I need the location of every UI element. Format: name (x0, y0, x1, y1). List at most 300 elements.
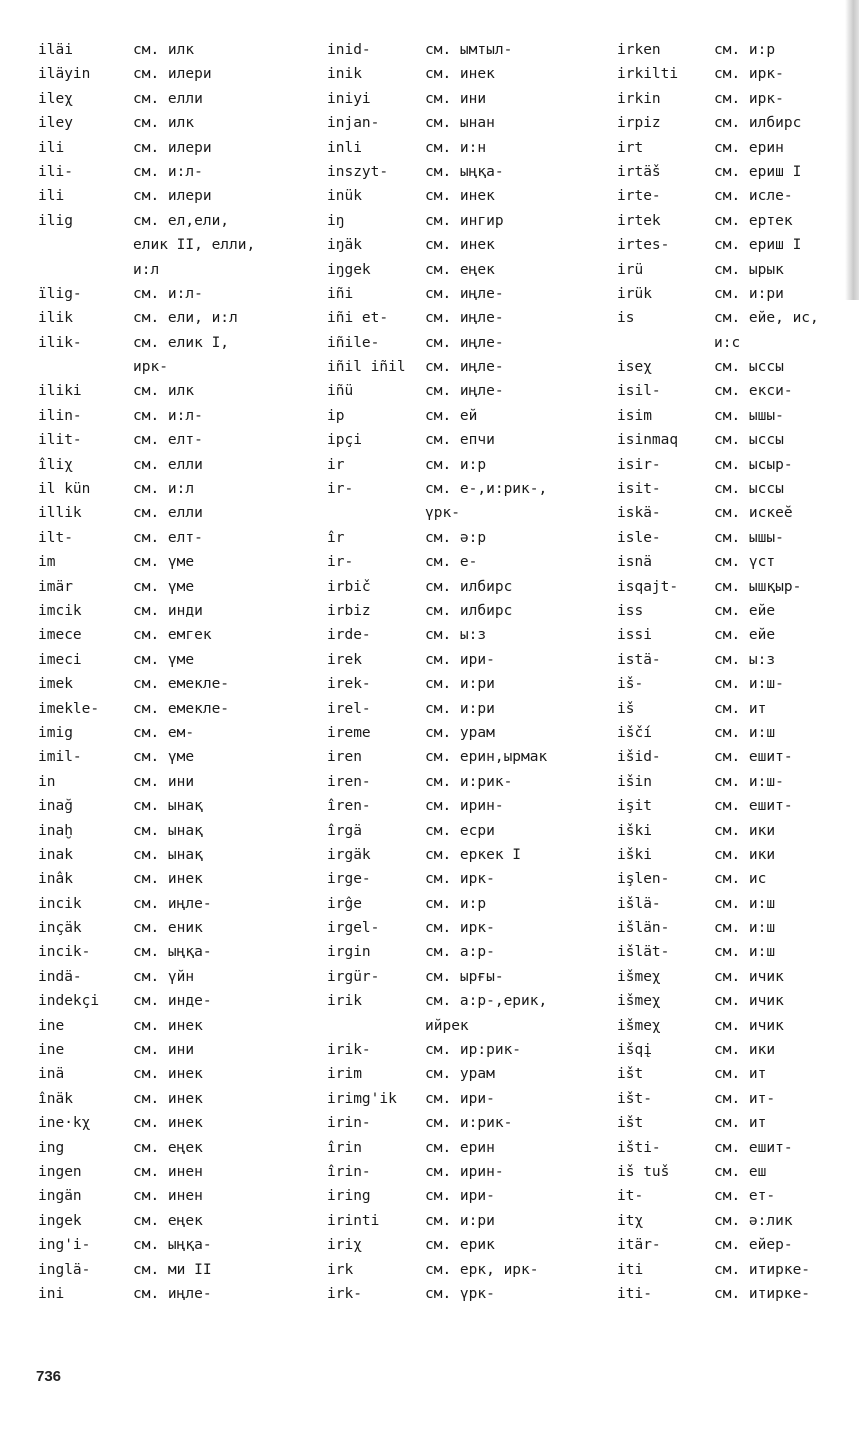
gloss: см. иңле- (133, 1285, 212, 1302)
headword: il kün (38, 481, 91, 498)
gloss: см. ирк- (714, 66, 784, 83)
gloss: см. инек (133, 1066, 203, 1083)
gloss: см. ешит- (714, 798, 793, 815)
gloss: см. емгек (133, 627, 212, 644)
gloss: см. иңле- (425, 383, 504, 400)
headword: irpiz (617, 115, 661, 132)
gloss: см. ынақ (133, 846, 203, 863)
gloss: см. и:р (714, 42, 776, 58)
gloss: см. ейе (714, 627, 776, 644)
gloss: см. ирк- (714, 90, 784, 107)
headword: ine (38, 1042, 65, 1059)
headword: imekle- (38, 700, 100, 717)
gloss: см. ерин (425, 1139, 495, 1156)
gloss: см. үст (714, 554, 776, 571)
headword: istä- (617, 651, 661, 668)
headword: išlät- (617, 944, 670, 961)
gloss: см. ынақ (133, 798, 203, 815)
headword: irtäš (617, 163, 661, 180)
headword: ili- (38, 163, 73, 180)
gloss: см. ырғы- (425, 968, 504, 985)
headword: in (38, 773, 56, 790)
gloss: елик II, елли, (133, 237, 256, 254)
headword: ili (38, 139, 65, 156)
headword: irin- (327, 1115, 371, 1132)
headword: inük (327, 188, 362, 205)
gloss: см. үрк- (425, 1285, 495, 1302)
headword: irük (617, 285, 652, 302)
gloss: см. илбирс (425, 602, 513, 619)
headword: îr (327, 529, 345, 546)
gloss: см. илери (133, 139, 212, 156)
headword: iriχ (327, 1237, 362, 1254)
headword: išqį (617, 1042, 652, 1059)
headword: ileχ (38, 90, 73, 107)
headword: irik (327, 993, 362, 1010)
headword: ir- (327, 481, 354, 498)
headword: iti- (617, 1285, 652, 1302)
gloss: см. и:ри (425, 700, 495, 717)
headword: ilt- (38, 529, 73, 546)
gloss: см. елли (133, 456, 203, 473)
gloss: см. илбирс (425, 578, 513, 595)
headword: iški (617, 846, 652, 863)
headword: iren (327, 749, 362, 766)
headword: issi (617, 627, 652, 644)
gloss: см. и:ш (714, 724, 776, 741)
headword: išt (617, 1115, 644, 1132)
headword: inağ (38, 798, 73, 815)
gloss: см. итирке- (714, 1285, 811, 1302)
gloss: см. инек (133, 1115, 203, 1132)
gloss: см. ми II (133, 1261, 212, 1278)
headword: iš (617, 700, 635, 717)
gloss: см. ысыр- (714, 456, 793, 473)
gloss: см. и:л (133, 481, 195, 498)
gloss: см. илк (133, 42, 195, 58)
headword: işit (617, 798, 652, 815)
gloss: см. и:ри (425, 1212, 495, 1229)
headword: incik (38, 895, 82, 912)
gloss: см. ем- (133, 724, 195, 741)
headword: înäk (38, 1090, 73, 1107)
gloss: см. еш (714, 1163, 767, 1180)
headword: ing'i- (38, 1237, 91, 1254)
headword: ilik- (38, 334, 82, 351)
headword: is (617, 310, 635, 327)
gloss: см. инек (425, 66, 495, 83)
gloss: см. үме (133, 554, 195, 571)
gloss: см. елик I, (133, 334, 230, 351)
headword: iŋäk (327, 237, 362, 254)
headword: iläyin (38, 66, 91, 83)
headword: išlän- (617, 920, 670, 937)
gloss: см. ерин (714, 139, 784, 156)
gloss: см. ыңқа- (133, 1237, 212, 1254)
headword: ingek (38, 1212, 82, 1229)
gloss: см. ири- (425, 1188, 495, 1205)
headword: išt (617, 1066, 644, 1083)
headword: iñü (327, 383, 354, 400)
gloss: см. ынан (425, 115, 495, 132)
headword: isit- (617, 481, 661, 498)
headword: irgäk (327, 846, 371, 863)
headword: irek- (327, 676, 371, 693)
headword: injan- (327, 115, 380, 132)
headword: iss (617, 602, 644, 619)
headword: ingän (38, 1188, 82, 1205)
headword: irü (617, 261, 644, 278)
gloss: см. инек (425, 188, 495, 205)
headword: ipçi (327, 432, 362, 449)
headword: iŋgek (327, 261, 371, 278)
headword: inaḫ (38, 822, 73, 839)
headword: im (38, 554, 56, 571)
gloss: см. иңле- (425, 334, 504, 351)
gloss: см. еңек (425, 261, 495, 278)
headword: iš tuš (617, 1163, 670, 1180)
gloss: үрк- (425, 505, 460, 522)
gloss: см. ир:рик- (425, 1042, 522, 1059)
gloss: см. ырык (714, 261, 784, 278)
gloss: см. е- (425, 554, 478, 571)
headword: ine (38, 1017, 65, 1034)
headword: isil- (617, 383, 661, 400)
gloss: см. ерк, ирк- (425, 1261, 539, 1278)
headword: itχ (617, 1212, 644, 1229)
headword: išti- (617, 1139, 661, 1156)
gloss: см. ы:з (714, 651, 776, 668)
gloss: см. и:л- (133, 407, 203, 424)
gloss: см. еңек (133, 1139, 203, 1156)
headword: inä (38, 1066, 65, 1083)
headword: isim (617, 407, 652, 424)
gloss: см. ериш I (714, 163, 802, 180)
gloss: см. и:ри (714, 285, 784, 302)
gloss: см. ини (133, 1042, 195, 1059)
gloss: см. и:л- (133, 163, 203, 180)
gloss: см. ит (714, 700, 767, 717)
gloss: см. а:р-,ерик, (425, 993, 548, 1010)
headword: isle- (617, 529, 661, 546)
headword: îrin (327, 1139, 362, 1156)
gloss: см. ини (133, 773, 195, 790)
headword: iskä- (617, 505, 661, 522)
headword: iñi (327, 285, 354, 302)
gloss: см. ит (714, 1115, 767, 1132)
gloss: см. ел,ели, (133, 212, 230, 229)
headword: iŋ (327, 212, 345, 229)
gloss: см. иңле- (425, 359, 504, 376)
gloss: см. ертек (714, 212, 793, 229)
gloss: см. ис (714, 871, 767, 888)
headword: ip (327, 407, 345, 424)
gloss: см. и:рик- (425, 773, 513, 790)
headword: inli (327, 139, 362, 156)
headword: išt- (617, 1090, 652, 1107)
headword: irgür- (327, 968, 380, 985)
gloss: см. ышқыр- (714, 578, 802, 595)
headword: işlen- (617, 871, 670, 888)
gloss: см. ешит- (714, 749, 793, 766)
gloss: см. ерин,ырмак (425, 749, 548, 766)
headword: imcik (38, 602, 82, 619)
gloss: см. елли (133, 90, 203, 107)
gloss: см. ири- (425, 1090, 495, 1107)
gloss: см. инек (133, 871, 203, 888)
headword: irk- (327, 1285, 362, 1302)
gloss: см. ирин- (425, 1163, 504, 1180)
headword: išmeχ (617, 993, 661, 1010)
headword: îrgä (327, 822, 362, 839)
gloss: см. ынақ (133, 822, 203, 839)
headword: ir (327, 456, 345, 473)
gloss: см. ә:р (425, 529, 487, 546)
gloss: см. иңле- (425, 285, 504, 302)
headword: isqajt- (617, 578, 679, 595)
gloss: см. ейер- (714, 1237, 793, 1254)
headword: iñile- (327, 334, 380, 351)
gloss: см. үйн (133, 968, 195, 985)
headword: iliki (38, 383, 82, 400)
headword: iren- (327, 773, 371, 790)
headword: ilig (38, 212, 73, 229)
headword: indekçi (38, 993, 100, 1010)
gloss: см. ичик (714, 968, 784, 985)
headword: iščí (617, 724, 652, 741)
headword: irgin (327, 944, 371, 961)
headword: irk (327, 1261, 354, 1278)
gloss: см. и:рик- (425, 1115, 513, 1132)
headword: irkilti (617, 66, 679, 83)
gloss: см. епчи (425, 432, 495, 449)
gloss: см. ымтыл- (425, 42, 513, 58)
headword: imeci (38, 651, 82, 668)
gloss: см. иңле- (133, 895, 212, 912)
gloss: см. үме (133, 651, 195, 668)
gloss: см. а:р- (425, 944, 495, 961)
gloss: см. итирке- (714, 1261, 811, 1278)
headword: irte- (617, 188, 661, 205)
headword: irimg'ik (327, 1090, 397, 1107)
gloss: см. илбирс (714, 115, 802, 132)
gloss: см. ирк- (425, 871, 495, 888)
gloss: см. инек (133, 1017, 203, 1034)
headword: indä- (38, 968, 82, 985)
headword: îliχ (38, 456, 73, 473)
headword: incik- (38, 944, 91, 961)
gloss: см. инек (133, 1090, 203, 1107)
gloss: см. ичик (714, 993, 784, 1010)
gloss: см. емекле- (133, 700, 230, 717)
gloss: см. инен (133, 1188, 203, 1205)
headword: irbiz (327, 602, 371, 619)
page-edge-shadow (845, 0, 859, 300)
gloss: см. екси- (714, 383, 793, 400)
headword: irgel- (327, 920, 380, 937)
headword: išin (617, 773, 652, 790)
headword: îrin- (327, 1163, 371, 1180)
gloss: см. инен (133, 1163, 203, 1180)
gloss: см. ики (714, 822, 776, 839)
gloss: см. ышы- (714, 529, 784, 546)
gloss: см. и:р (425, 895, 487, 912)
gloss: см. ини (425, 90, 487, 107)
gloss: см. и:ш (714, 944, 776, 961)
gloss: и:с (714, 334, 741, 351)
gloss: см. илк (133, 383, 195, 400)
headword: îren- (327, 798, 371, 815)
gloss: см. и:ш- (714, 676, 784, 693)
headword: irel- (327, 700, 371, 717)
gloss: см. и:ш- (714, 773, 784, 790)
headword: imece (38, 627, 82, 644)
headword: irken (617, 42, 661, 58)
headword: irde- (327, 627, 371, 644)
headword: imig (38, 724, 73, 741)
headword: ini (38, 1285, 65, 1302)
headword: irtek (617, 212, 661, 229)
headword: išmeχ (617, 968, 661, 985)
headword: inik (327, 66, 362, 83)
headword: iñil iñil (327, 359, 406, 376)
headword: išlä- (617, 895, 661, 912)
headword: iñi et- (327, 310, 389, 327)
gloss: см. ет- (714, 1188, 776, 1205)
gloss: см. е-,и:рик-, (425, 481, 548, 498)
gloss: см. урам (425, 724, 495, 741)
gloss: см. инди (133, 602, 203, 619)
gloss: см. ериш I (714, 237, 802, 254)
headword: it- (617, 1188, 644, 1205)
headword: inak (38, 846, 73, 863)
gloss: см. ейе (714, 602, 776, 619)
headword: isnä (617, 554, 652, 571)
gloss: см. инде- (133, 993, 212, 1010)
headword: inçäk (38, 920, 82, 937)
headword: irĝe (327, 895, 362, 912)
gloss: см. ыңқа- (425, 163, 504, 180)
gloss: см. ики (714, 1042, 776, 1059)
headword: irbič (327, 578, 371, 595)
gloss: см. ингир (425, 212, 504, 229)
headword: irim (327, 1066, 362, 1083)
gloss: см. еркек I (425, 846, 522, 863)
headword: inglä- (38, 1261, 91, 1278)
headword: isinmaq (617, 432, 679, 449)
headword: irik- (327, 1042, 371, 1059)
headword: inid- (327, 42, 371, 58)
gloss: см. ит (714, 1066, 767, 1083)
gloss: см. инек (425, 237, 495, 254)
headword: imil- (38, 749, 82, 766)
headword: irkin (617, 90, 661, 107)
gloss: см. ерик (425, 1237, 495, 1254)
headword: ing (38, 1139, 65, 1156)
headword: itär- (617, 1237, 661, 1254)
headword: ilik (38, 310, 73, 327)
gloss: см. и:л- (133, 285, 203, 302)
gloss: см. еник (133, 920, 203, 937)
headword: iseχ (617, 359, 652, 376)
gloss: см. ей (425, 407, 478, 424)
headword: irt (617, 139, 644, 156)
gloss: см. иңле- (425, 310, 504, 327)
gloss: см. үме (133, 749, 195, 766)
headword: illik (38, 505, 82, 522)
headword: iti (617, 1261, 644, 1278)
gloss: см. ири- (425, 651, 495, 668)
gloss: см. и:р (425, 456, 487, 473)
gloss: см. ышы- (714, 407, 784, 424)
gloss: см. исле- (714, 188, 793, 205)
gloss: ирк- (133, 359, 168, 376)
headword: ilin- (38, 407, 82, 424)
headword: imek (38, 676, 73, 693)
gloss: см. ичик (714, 1017, 784, 1034)
gloss: см. елли (133, 505, 203, 522)
gloss: см. ики (714, 846, 776, 863)
headword: isir- (617, 456, 661, 473)
gloss: см. ы:з (425, 627, 487, 644)
headword: inâk (38, 871, 73, 888)
headword: ilit- (38, 432, 82, 449)
headword: ireme (327, 724, 371, 741)
headword: ine·kχ (38, 1115, 91, 1132)
headword: irge- (327, 871, 371, 888)
headword: iläi (38, 42, 73, 58)
gloss: и:л (133, 261, 160, 278)
headword: ingen (38, 1163, 82, 1180)
gloss: см. ит- (714, 1090, 776, 1107)
gloss: см. искеӗ (714, 505, 793, 522)
gloss: см. илери (133, 188, 212, 205)
gloss: см. и:н (425, 139, 487, 156)
headword: iring (327, 1188, 371, 1205)
gloss: см. үме (133, 578, 195, 595)
headword: iley (38, 115, 73, 132)
headword: išmeχ (617, 1017, 661, 1034)
gloss: см. елт- (133, 529, 203, 546)
headword: inszyt- (327, 163, 389, 180)
gloss: см. илк (133, 115, 195, 132)
gloss: см. ыңқа- (133, 944, 212, 961)
gloss: см. ысcы (714, 432, 784, 449)
gloss: см. ирк- (425, 920, 495, 937)
gloss: см. еңек (133, 1212, 203, 1229)
headword: ir- (327, 554, 354, 571)
gloss: ийрек (425, 1017, 469, 1034)
gloss: см. есри (425, 822, 495, 839)
gloss: см. и:ш (714, 920, 776, 937)
gloss: см. ели, и:л (133, 310, 238, 327)
gloss: см. урам (425, 1066, 495, 1083)
headword: irtes- (617, 237, 670, 254)
gloss: см. и:ри (425, 676, 495, 693)
gloss: см. елт- (133, 432, 203, 449)
gloss: см. ә:лик (714, 1212, 793, 1229)
page-number: 736 (36, 1368, 62, 1385)
gloss: см. и:ш (714, 895, 776, 912)
gloss: см. илери (133, 66, 212, 83)
headword: išid- (617, 749, 661, 766)
gloss: см. ейе, ис, (714, 310, 819, 327)
gloss: см. ирин- (425, 798, 504, 815)
headword: iški (617, 822, 652, 839)
headword: irinti (327, 1212, 380, 1229)
headword: ili (38, 188, 65, 205)
headword: iš- (617, 676, 644, 693)
